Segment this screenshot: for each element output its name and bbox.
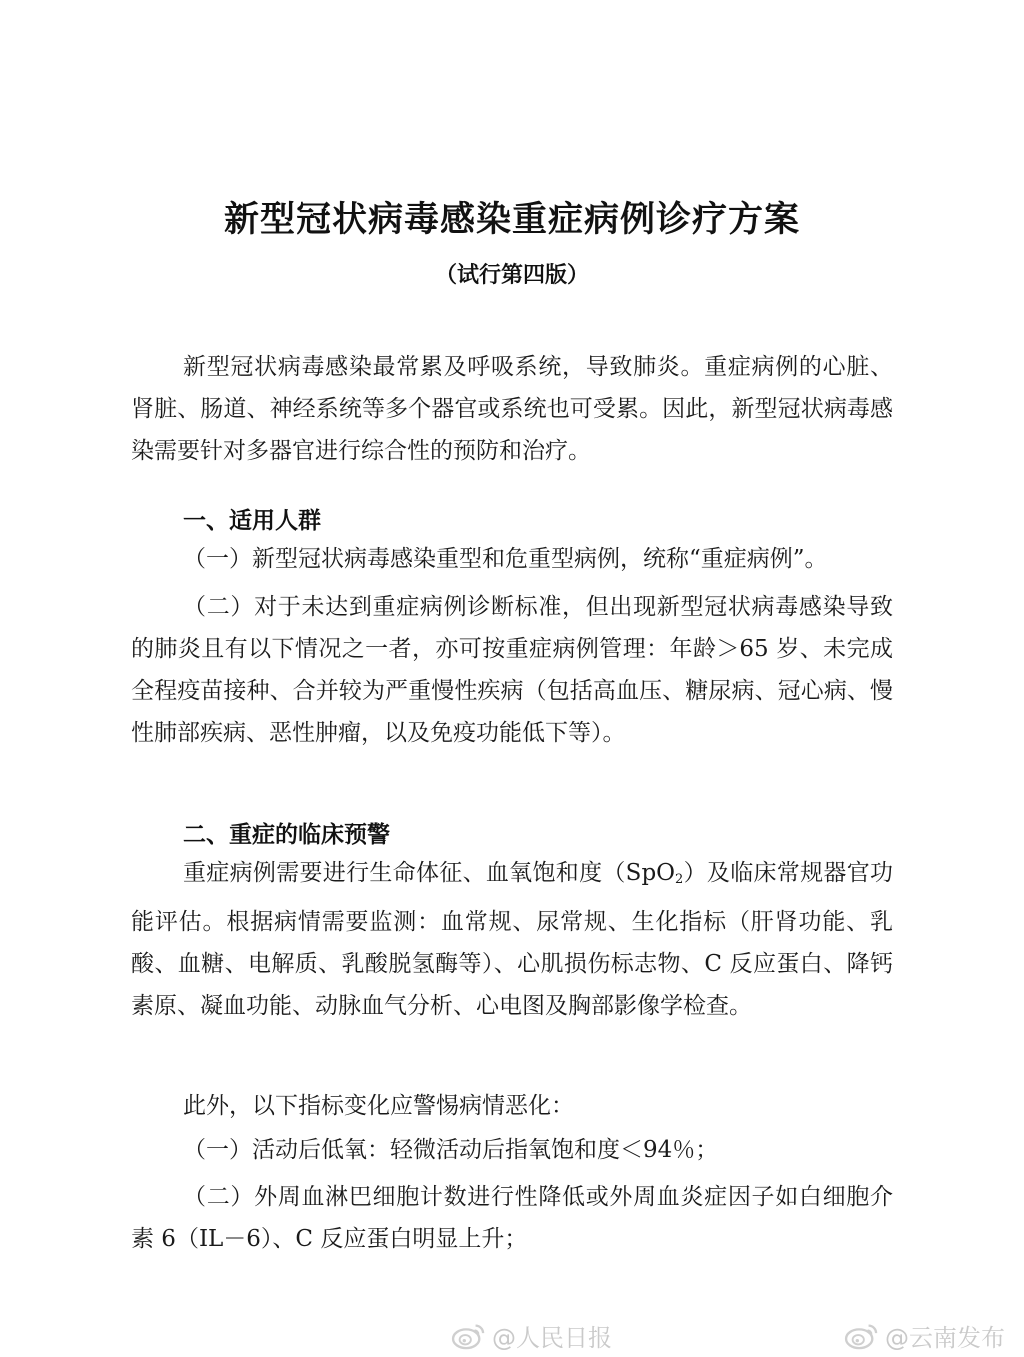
section1-item1: （一）新型冠状病毒感染重型和危重型病例，统称“重症病例”。 [183, 546, 828, 572]
section2-paragraph1 [131, 852, 893, 1027]
section2-paragraph1-part-a: 重症病例需要进行生命体征、血氧饱和度（SpO [183, 860, 676, 886]
document-subtitle: （试行第四版） [434, 263, 589, 288]
section2-item2: （二）外周血淋巴细胞计数进行性降低或外周血炎症因子如白细胞介素 6（IL－6）、C 反应蛋白明显上升； [131, 1184, 893, 1252]
document-title: 新型冠状病毒感染重症病例诊疗方案 [223, 200, 800, 240]
watermark-bar [0, 1318, 1024, 1354]
watermark-yunnan-text: @云南发布 [885, 1323, 1005, 1352]
weibo-icon [843, 1320, 881, 1350]
watermark-renmin [450, 1318, 612, 1352]
spo2-subscript: 2 [675, 872, 684, 887]
intro-paragraph: 新型冠状病毒感染最常累及呼吸系统，导致肺炎。重症病例的心脏、肾脏、肠道、神经系统等多个器官或系统也可受累。因此，新型冠状病毒感染需要针对多器官进行综合性的预防和治疗。 [131, 354, 893, 464]
section1-item2: （二）对于未达到重症病例诊断标准，但出现新型冠状病毒感染导致的肺炎且有以下情况之一者，亦可按重症病例管理：年龄＞65 岁、未完成全程疫苗接种、合并较为严重慢性疾病（包括高血压、糖尿病、冠心病、慢性肺部疾病、恶性肿瘤，以及免疫功能低下等）。 [131, 594, 893, 746]
section2-paragraph1-part-b: ）及临床常规器官功能评估。根据病情需要监测：血常规、尿常规、生化指标（肝肾功能、乳酸、血糖、电解质、乳酸脱氢酶等）、心肌损伤标志物、C 反应蛋白、降钙素原、凝血功能、动脉血气分析、心电图及胸部影像学检查。 [131, 860, 894, 1019]
section2-heading: 二、重症的临床预警 [183, 822, 390, 848]
section2-item1: （一）活动后低氧：轻微活动后指氧饱和度＜94％； [183, 1137, 719, 1163]
weibo-icon [450, 1320, 488, 1350]
section1-heading: 一、适用人群 [183, 508, 321, 534]
watermark-yunnan [843, 1318, 1005, 1352]
section2-paragraph2: 此外，以下指标变化应警惕病情恶化： [183, 1093, 574, 1119]
watermark-renmin-text: @人民日报 [492, 1323, 612, 1352]
